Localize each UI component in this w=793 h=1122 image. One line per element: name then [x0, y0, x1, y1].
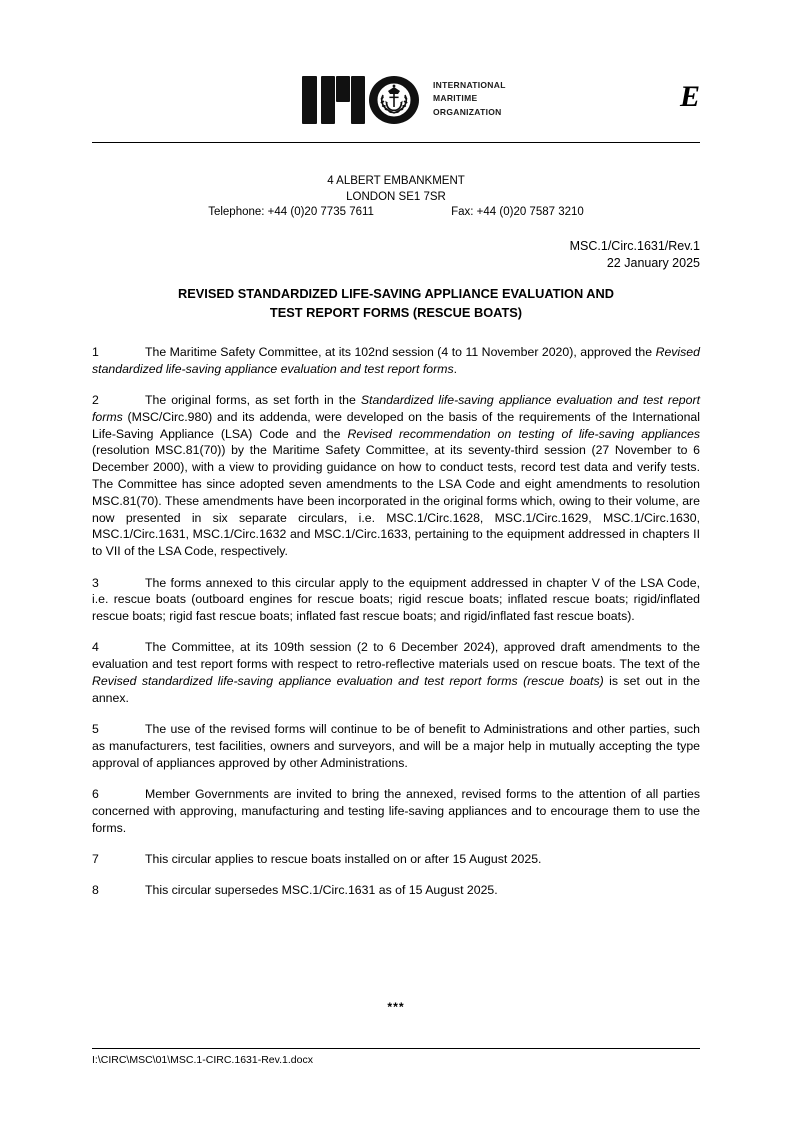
paragraph-7	[92, 851, 700, 868]
paragraph-number: 4	[92, 640, 99, 655]
document-body	[92, 344, 700, 914]
address-city: LONDON SE1 7SR	[346, 190, 446, 203]
paragraph-4	[92, 639, 700, 706]
paragraph-text-run: The original forms, as set forth in the	[145, 393, 361, 408]
paragraph-text-run: This circular applies to rescue boats installed on or after 15 August 2025.	[145, 851, 542, 866]
org-line-2: MARITIME	[433, 93, 478, 104]
paragraph-1	[92, 344, 700, 378]
language-mark: E	[679, 80, 700, 113]
end-of-text-mark: ***	[387, 1000, 405, 1014]
paragraph-number: 3	[92, 575, 99, 590]
page-title	[92, 284, 700, 322]
paragraph-text-run: Revised standardized life-saving appliance evaluation and test report forms (rescue boats)	[92, 674, 604, 689]
footer-divider	[92, 1048, 700, 1049]
paragraph-number: 5	[92, 722, 99, 737]
paragraph-number: 1	[92, 345, 99, 359]
masthead	[92, 70, 700, 136]
paragraph-number: 6	[92, 787, 99, 802]
circular-reference	[570, 238, 700, 272]
paragraph-text-run: The forms annexed to this circular apply to the equipment addressed in chapter V of the LSA Code, i.e. rescue boats (outboard engines for rescue boats; rigid rescue boats; inflated rescue boats; rigid/inflated rescue boats; rigid fast rescue boats; inflated fast rescue boats; and rigid/inflated fast rescue boats).	[92, 575, 700, 624]
paragraph-5	[92, 721, 700, 771]
address-street: 4 ALBERT EMBANKMENT	[327, 175, 465, 187]
fax: Fax: +44 (0)20 7587 3210	[451, 206, 584, 218]
paragraph-number: 2	[92, 393, 99, 408]
paragraph-text-run: (MSC/Circ.980) and its addenda, were developed on the basis of the requirements of the International Life-Saving Appliance (LSA) Code and the	[92, 409, 700, 441]
paragraph-text-run: This circular supersedes MSC.1/Circ.1631 as of 15 August 2025.	[145, 883, 498, 898]
telephone: Telephone: +44 (0)20 7735 7611	[208, 206, 374, 218]
paragraph-6	[92, 786, 700, 836]
page-title-line-2: TEST REPORT FORMS (RESCUE BOATS)	[269, 305, 523, 320]
paragraph-text-run: The Committee, at its 109th session (2 to 6 December 2024), approved draft amendments to the evaluation and test report forms with respect to retro-reflective materials used on rescue boats. The text of the	[92, 640, 700, 672]
page-title-line-1: REVISED STANDARDIZED LIFE-SAVING APPLIANCE EVALUATION AND	[177, 286, 615, 301]
paragraph-text-run: The use of the revised forms will continue to be of benefit to Administrations and other parties, such as manufacturers, test facilities, owners and surveyors, and will be a major help in mutually accepting the type approval of appliances approved by other Administrations.	[92, 722, 700, 770]
contact-row	[92, 205, 700, 221]
organization-name	[429, 79, 506, 122]
paragraph-text-run: Revised recommendation on testing of life-saving appliances	[347, 426, 700, 441]
paragraph-text-run: Revised standardized life-saving appliance evaluation and test report forms	[92, 345, 700, 376]
imo-wordmark	[302, 74, 419, 126]
circular-number: MSC.1/Circ.1631/Rev.1	[569, 239, 700, 253]
paragraph-number: 8	[92, 883, 99, 898]
paragraph-text-run: .	[453, 361, 458, 376]
header-divider	[92, 142, 700, 143]
paragraph-8	[92, 882, 700, 899]
paragraph-text-run: (resolution MSC.81(70)) by the Maritime Safety Committee, at its seventy-third session (27 November to 6 December 2000), with a view to providing guidance on how to conduct tests, record test data and verify tests. The Committee has since adopted seven amendments to the LSA Code and eight amendments to resolution MSC.81(70). These amendments have been incorporated in the original forms which, owing to their volume, are now presented in six separate circulars, i.e. MSC.1/Circ.1628, MSC.1/Circ.1629, MSC.1/Circ.1630, MSC.1/Circ.1631, MSC.1/Circ.1632 and MSC.1/Circ.1633, pertaining to the equipment addressed in chapters II to VII of the LSA Code, respectively.	[92, 443, 700, 559]
imo-logo	[302, 74, 506, 126]
paragraph-text-run: is set out in the annex.	[92, 674, 700, 705]
paragraph-text-run: The Maritime Safety Committee, at its 102nd session (4 to 11 November 2020), approved the	[145, 345, 656, 359]
paragraph-number: 7	[92, 851, 99, 866]
imo-letter-i	[302, 76, 317, 124]
footer-file-path: I:\CIRC\MSC\01\MSC.1-CIRC.1631-Rev.1.docx	[92, 1054, 313, 1066]
address-block	[92, 174, 700, 221]
paragraph-text-run: Standardized life-saving appliance evaluation and test report forms	[92, 393, 700, 424]
imo-letter-o	[369, 76, 419, 124]
paragraph-3	[92, 575, 700, 625]
circular-date: 22 January 2025	[606, 256, 700, 270]
imo-letter-m	[321, 76, 365, 124]
paragraph-2	[92, 392, 700, 560]
paragraph-text-run: Member Governments are invited to bring the annexed, revised forms to the attention of all parties concerned with approving, manufacturing and testing life-saving appliances and to encourage them to use the forms.	[92, 787, 700, 835]
imo-anchor-laurel-emblem-icon	[376, 82, 412, 118]
org-line-3: ORGANIZATION	[433, 106, 502, 117]
org-line-1: INTERNATIONAL	[433, 79, 506, 90]
